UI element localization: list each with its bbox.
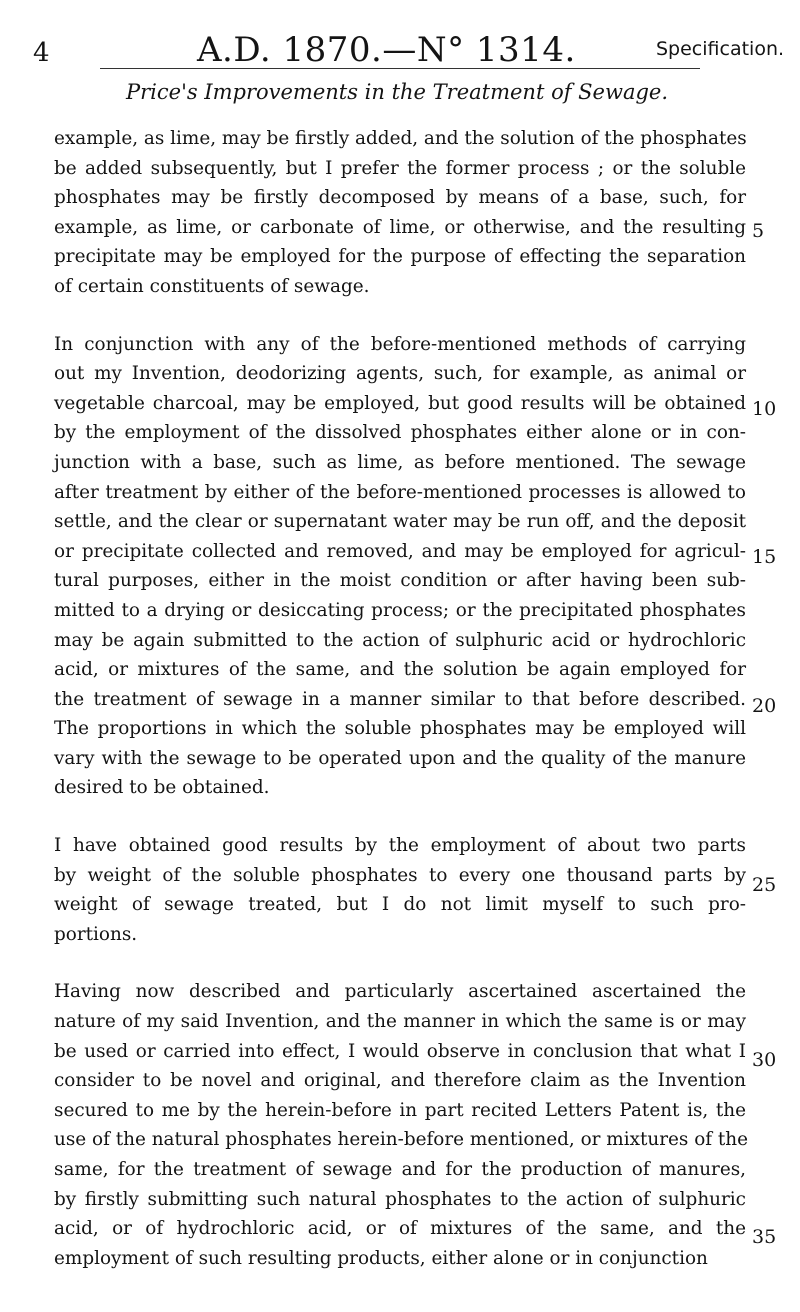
text-line: In conjunction with any of the before-mentioned methods of carrying xyxy=(54,333,746,355)
text-line: example, as lime, or carbonate of lime, or otherwise, and the resulting xyxy=(54,216,746,238)
text-line: Having now described and particularly ascertained ascertained the xyxy=(54,981,746,1003)
line-number: 10 xyxy=(752,398,777,420)
text-line: precipitate may be employed for the purpose of effecting the separation xyxy=(54,246,746,268)
paragraph xyxy=(54,977,749,1273)
paragraph xyxy=(54,831,746,949)
document-body xyxy=(54,124,749,1301)
line-number: 5 xyxy=(752,220,765,242)
text-line: vegetable charcoal, may be employed, but good results will be obtained xyxy=(54,392,746,414)
text-line: desired to be obtained. xyxy=(54,777,270,799)
paragraph xyxy=(54,330,746,804)
section-label: Specification. xyxy=(656,38,785,60)
text-line: portions. xyxy=(54,923,138,945)
page-number: 4 xyxy=(33,38,50,68)
page-title: A.D. 1870.—N° 1314. xyxy=(197,30,576,70)
text-line: after treatment by either of the before-mentioned processes is allowed to xyxy=(54,481,746,503)
text-line: secured to me by the herein-before in part recited Letters Patent is, the xyxy=(54,1099,746,1121)
text-line: out my Invention, deodorizing agents, such, for example, as animal or xyxy=(54,363,746,385)
text-line: same, for the treatment of sewage and for the production of manures, xyxy=(54,1159,746,1180)
text-line: weight of sewage treated, but I do not limit myself to such pro- xyxy=(54,894,746,916)
text-line: I have obtained good results by the employment of about two parts xyxy=(54,835,746,857)
text-line: or precipitate collected and removed, and may be employed for agricul- xyxy=(54,540,746,562)
text-line: be added subsequently, but I prefer the former process ; or the soluble xyxy=(54,157,746,179)
text-line: acid, or mixtures of the same, and the solution be again employed for xyxy=(54,659,746,681)
paragraph xyxy=(54,124,746,302)
line-number: 30 xyxy=(752,1049,777,1071)
text-line: example, as lime, may be firstly added, and the solution of the phosphates xyxy=(54,128,747,149)
text-line: junction with a base, such as lime, as before mentioned. The sewage xyxy=(54,451,746,473)
line-number: 25 xyxy=(752,874,777,896)
text-line: employment of such resulting products, either alone or in conjunction xyxy=(54,1247,708,1269)
text-line: be used or carried into effect, I would observe in conclusion that what I xyxy=(54,1040,746,1062)
text-line: by weight of the soluble phosphates to every one thousand parts by xyxy=(54,864,746,886)
document-subtitle: Price's Improvements in the Treatment of Sewage. xyxy=(126,80,669,104)
text-line: tural purposes, either in the moist condition or after having been sub- xyxy=(54,570,746,592)
text-line: of certain constituents of sewage. xyxy=(54,275,370,297)
text-line: by firstly submitting such natural phosphates to the action of sulphuric xyxy=(54,1188,746,1210)
text-line: vary with the sewage to be operated upon and the quality of the manure xyxy=(54,747,746,769)
text-line: phosphates may be firstly decomposed by means of a base, such, for xyxy=(54,187,746,209)
header-rule xyxy=(100,68,700,69)
text-line: The proportions in which the soluble phosphates may be employed will xyxy=(54,718,746,740)
text-line: consider to be novel and original, and therefore claim as the Invention xyxy=(54,1070,746,1092)
text-line: use of the natural phosphates herein-before mentioned, or mixtures of the xyxy=(54,1129,749,1151)
text-line: by the employment of the dissolved phosphates either alone or in con- xyxy=(54,422,746,444)
text-line: settle, and the clear or supernatant water may be run off, and the deposit xyxy=(54,511,746,533)
text-line: the treatment of sewage in a manner similar to that before described. xyxy=(54,688,746,710)
line-number: 15 xyxy=(752,546,777,568)
line-number: 35 xyxy=(752,1226,777,1248)
text-line: nature of my said Invention, and the manner in which the same is or may xyxy=(54,1011,746,1033)
text-line: acid, or of hydrochloric acid, or of mixtures of the same, and the xyxy=(54,1218,746,1240)
text-line: mitted to a drying or desiccating process; or the precipitated phosphates xyxy=(54,599,746,621)
text-line: may be again submitted to the action of sulphuric acid or hydrochloric xyxy=(54,629,746,651)
line-number: 20 xyxy=(752,695,777,717)
